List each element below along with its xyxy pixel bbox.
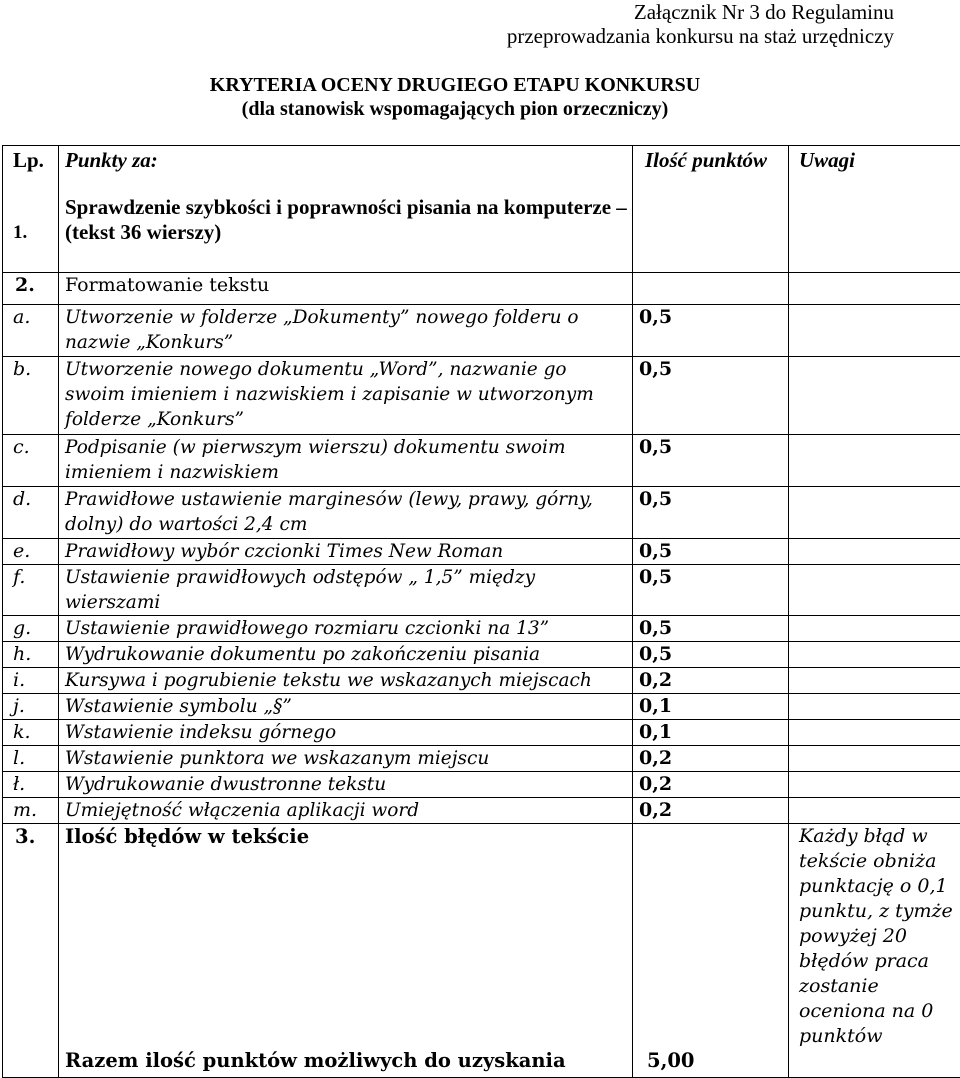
criterion-points: 0,5	[633, 642, 789, 668]
criterion-notes	[789, 746, 960, 772]
criterion-letter: m.	[3, 798, 59, 824]
criterion-text: Prawidłowe ustawienie marginesów (lewy, prawy, górny, dolny) do wartości 2,4 cm	[59, 487, 633, 539]
criterion-row	[3, 435, 960, 487]
criterion-notes	[789, 539, 960, 565]
criterion-notes	[789, 487, 960, 539]
title-line-2: (dla stanowisk wspomagających pion orzeczniczy)	[0, 97, 910, 121]
header-points-for: Punkty za:	[59, 146, 632, 173]
criterion-notes	[789, 798, 960, 824]
criterion-text: Prawidłowy wybór czcionki Times New Roman	[59, 539, 633, 565]
document-title	[0, 73, 910, 121]
criterion-letter: l.	[3, 746, 59, 772]
criterion-notes	[789, 305, 960, 357]
attachment-line-1: Załącznik Nr 3 do Regulaminu	[507, 0, 894, 24]
criterion-points: 0,5	[633, 487, 789, 539]
criterion-letter: a.	[3, 305, 59, 357]
header-notes: Uwagi	[789, 146, 960, 273]
criterion-text: Ustawienie prawidłowego rozmiaru czcionki na 13”	[59, 616, 633, 642]
header-points-count: Ilość punktów	[633, 146, 789, 273]
criterion-notes	[789, 642, 960, 668]
criterion-row	[3, 694, 960, 720]
header-row	[3, 146, 960, 273]
criterion-notes	[789, 357, 960, 435]
criterion-letter: c.	[3, 435, 59, 487]
section1-label: Sprawdzenie szybkości i poprawności pisania na komputerze – (tekst 36 wierszy)	[59, 195, 632, 245]
criterion-text: Umiejętność włączenia aplikacji word	[59, 798, 633, 824]
section3-cell	[59, 824, 633, 1078]
criterion-points: 0,5	[633, 616, 789, 642]
criterion-points: 0,5	[633, 565, 789, 616]
attachment-note	[507, 0, 894, 48]
section3-note: Każdy błąd w tekście obniża punktację o 0,1 punktu, z tymże powyżej 20 błędów praca zostanie oceniona na 0 punktów	[789, 824, 960, 1078]
criterion-row	[3, 539, 960, 565]
header-lp: Lp.	[13, 148, 44, 172]
criterion-letter: j.	[3, 694, 59, 720]
criterion-text: Ustawienie prawidłowych odstępów „ 1,5” między wierszami	[59, 565, 633, 616]
section3-row	[3, 824, 960, 1078]
criterion-points: 0,1	[633, 720, 789, 746]
section2-number: 2.	[3, 273, 59, 305]
criterion-text: Utworzenie w folderze „Dokumenty” nowego folderu o nazwie „Konkurs”	[59, 305, 633, 357]
criterion-row	[3, 720, 960, 746]
total-value: 5,00	[647, 1048, 695, 1073]
section3-number: 3.	[3, 824, 59, 1078]
total-cell	[633, 824, 789, 1078]
criterion-letter: g.	[3, 616, 59, 642]
criterion-text: Wstawienie symbolu „§”	[59, 694, 633, 720]
header-desc-cell	[59, 146, 633, 273]
criterion-row	[3, 616, 960, 642]
criterion-points: 0,5	[633, 539, 789, 565]
criterion-text: Utworzenie nowego dokumentu „Word”, nazwanie go swoim imieniem i nazwiskiem i zapisanie w utworzonym folderze „Konkurs”	[59, 357, 633, 435]
criterion-letter: f.	[3, 565, 59, 616]
section2-row	[3, 273, 960, 305]
criterion-letter: k.	[3, 720, 59, 746]
criterion-points: 0,5	[633, 357, 789, 435]
header-lp-cell	[3, 146, 59, 273]
section2-notes	[789, 273, 960, 305]
attachment-line-2: przeprowadzania konkursu na staż urzędniczy	[507, 24, 894, 48]
criterion-letter: h.	[3, 642, 59, 668]
total-label: Razem ilość punktów możliwych do uzyskania	[65, 1048, 566, 1073]
section1-number: 1.	[13, 220, 58, 245]
criterion-text: Wydrukowanie dwustronne tekstu	[59, 772, 633, 798]
criterion-row	[3, 487, 960, 539]
criterion-text: Wstawienie indeksu górnego	[59, 720, 633, 746]
criterion-row	[3, 305, 960, 357]
criterion-row	[3, 798, 960, 824]
criterion-points: 0,2	[633, 798, 789, 824]
criterion-notes	[789, 694, 960, 720]
criterion-row	[3, 565, 960, 616]
criterion-row	[3, 772, 960, 798]
section2-label: Formatowanie tekstu	[59, 273, 633, 305]
criterion-points: 0,5	[633, 435, 789, 487]
criterion-letter: b.	[3, 357, 59, 435]
section2-points	[633, 273, 789, 305]
criterion-text: Kursywa i pogrubienie tekstu we wskazanych miejscach	[59, 668, 633, 694]
criterion-letter: i.	[3, 668, 59, 694]
criterion-points: 0,1	[633, 694, 789, 720]
criterion-points: 0,2	[633, 746, 789, 772]
criterion-letter: e.	[3, 539, 59, 565]
criterion-text: Wydrukowanie dokumentu po zakończeniu pisania	[59, 642, 633, 668]
criteria-table	[2, 145, 960, 1078]
criterion-row	[3, 668, 960, 694]
criterion-row	[3, 357, 960, 435]
criterion-notes	[789, 668, 960, 694]
criterion-points: 0,5	[633, 305, 789, 357]
criterion-text: Wstawienie punktora we wskazanym miejscu	[59, 746, 633, 772]
criterion-letter: d.	[3, 487, 59, 539]
criterion-notes	[789, 435, 960, 487]
criterion-row	[3, 642, 960, 668]
criterion-points: 0,2	[633, 772, 789, 798]
criterion-text: Podpisanie (w pierwszym wierszu) dokumentu swoim imieniem i nazwiskiem	[59, 435, 633, 487]
criterion-notes	[789, 720, 960, 746]
criterion-notes	[789, 565, 960, 616]
criterion-points: 0,2	[633, 668, 789, 694]
criterion-row	[3, 746, 960, 772]
criterion-notes	[789, 772, 960, 798]
criterion-notes	[789, 616, 960, 642]
criterion-letter: ł.	[3, 772, 59, 798]
title-line-1: KRYTERIA OCENY DRUGIEGO ETAPU KONKURSU	[0, 73, 910, 97]
section3-label: Ilość błędów w tekście	[65, 825, 309, 848]
